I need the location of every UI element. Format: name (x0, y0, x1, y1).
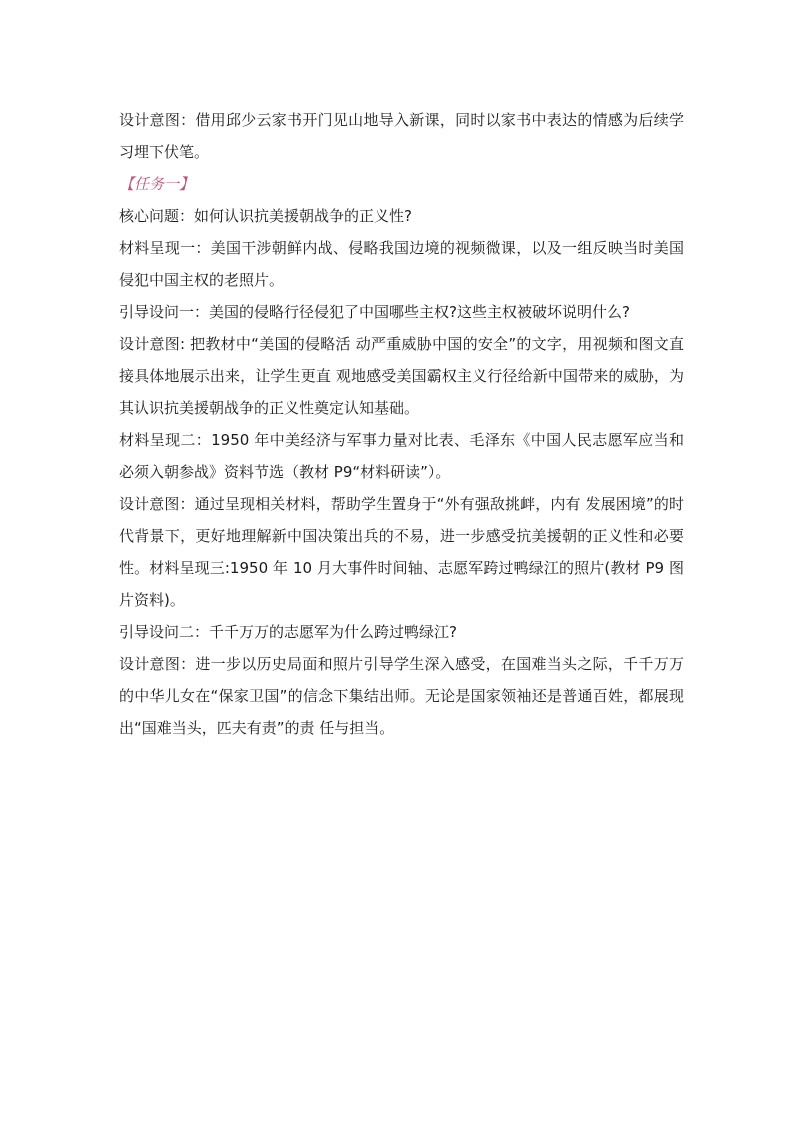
design-intent-two: 设计意图：通过呈现相关材料，帮助学生置身于“外有强敌挑衅，内有 发展困境”的时代背景下，更好地理解新中国决策出兵的不易，进一步感受抗美援朝的正义性和必要性。材料呈现三:1950 年 10 月大事件时间轴、志愿军跨过鸭绿江的照片(教材 P9 图片资料)。 (119, 495, 684, 609)
document-body (119, 104, 684, 744)
design-intent-intro: 设计意图：借用邱少云家书开门见山地导入新课，同时以家书中表达的情感为后续学习埋下伏笔。 (119, 111, 684, 161)
material-two: 材料呈现二：1950 年中美经济与军事力量对比表、毛泽东《中国人民志愿军应当和必须入朝参战》资料节选（教材 P9“材料研读”）。 (119, 431, 684, 481)
task-one-heading: 【任务一】 (119, 175, 195, 193)
guiding-question-one: 引导设问一：美国的侵略行径侵犯了中国哪些主权?这些主权被破坏说明什么? (119, 303, 630, 321)
guiding-question-two: 引导设问二：千千万万的志愿军为什么跨过鸭绿江? (119, 623, 457, 641)
design-intent-three: 设计意图：进一步以历史局面和照片引导学生深入感受，在国难当头之际，千千万万的中华儿女在“保家卫国”的信念下集结出师。无论是国家领袖还是普通百姓，都展现出“国难当头，匹夫有责”的责 任与担当。 (119, 655, 684, 737)
design-intent-one: 设计意图: 把教材中“美国的侵略活 动严重威胁中国的安全”的文字，用视频和图文直接具体地展示出来，让学生更直 观地感受美国霸权主义行径给新中国带来的威胁，为其认识抗美援朝战争的正义性奠定认知基础。 (119, 335, 684, 417)
material-one: 材料呈现一：美国干涉朝鲜内战、侵略我国边境的视频微课，以及一组反映当时美国侵犯中国主权的老照片。 (119, 239, 684, 289)
core-question: 核心问题：如何认识抗美援朝战争的正义性? (119, 207, 412, 225)
